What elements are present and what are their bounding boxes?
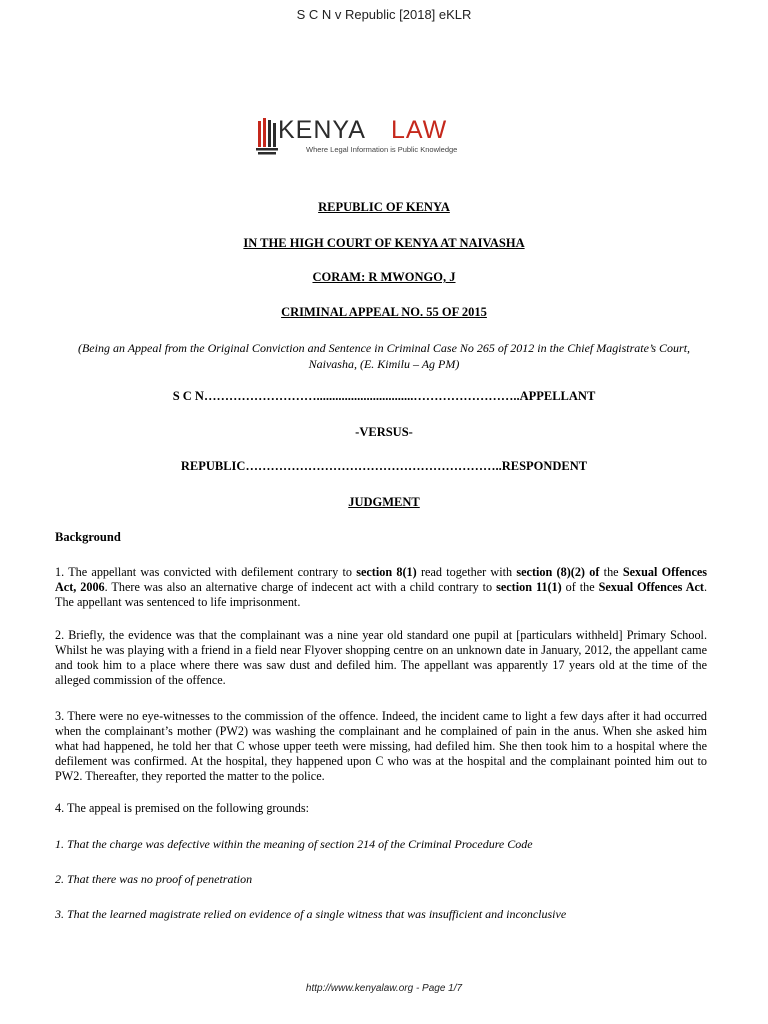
courthouse-pillars-icon — [256, 117, 278, 155]
kenya-law-logo — [256, 117, 466, 157]
page-footer: http://www.kenyalaw.org - Page 1/7 — [305, 983, 463, 994]
paragraph-4: 4. The appeal is premised on the following grounds: — [55, 801, 309, 815]
judgment-title: JUDGMENT — [348, 495, 420, 509]
ground-item: 2. That there was no proof of penetration — [55, 872, 253, 886]
logo-word-law: LAW — [391, 116, 448, 144]
ground-item: 3. That the learned magistrate relied on evidence of a single witness that was insufficient and inconclusive — [55, 907, 567, 921]
coram-heading: CORAM: R MWONGO, J — [312, 270, 456, 284]
republic-heading: REPUBLIC OF KENYA — [318, 200, 450, 214]
paragraph-1: 1. The appellant was convicted with defilement contrary to section 8(1) read together with section (8)(2) of the Sexual Offences Act, 2006. There was also an alternative charge of indecent act with a child contrary to section 11(1) of the Sexual Offences Act. The appellant was sentenced to life imprisonment. — [55, 565, 708, 610]
paragraph-2: 2. Briefly, the evidence was that the complainant was a nine year old standard one pupil at [particulars withheld] Primary School. Whilst he was playing with a friend in a field near Flyover shopping centre on an unknown date in January, 2012, the appellant came and took him to a place where there was saw dust and defiled him. The appellant was apparently 17 years old at the time of the alleged commission of the offence. — [55, 628, 707, 688]
appeal-number-heading: CRIMINAL APPEAL NO. 55 OF 2015 — [281, 305, 487, 319]
running-header: S C N v Republic [2018] eKLR — [296, 7, 472, 22]
court-heading: IN THE HIGH COURT OF KENYA AT NAIVASHA — [243, 236, 525, 250]
versus-line: -VERSUS- — [355, 425, 413, 439]
paragraph-3: 3. There were no eye-witnesses to the commission of the offence. Indeed, the incident came to light a few days after it had occurred when the complainant’s mother (PW2) was washing the complainant and he complained of pain in the anus. When she asked him what had happened, he told her that C whose upper teeth were missing, had defiled him. She then took him to a hospital where the defilement was confirmed. At the hospital, they happened upon C who was at the hospital and the complainant pointed him out to PW2. Thereafter, they reported the matter to the police. — [55, 709, 707, 784]
logo-tagline: Where Legal Information is Public Knowledge — [306, 145, 458, 154]
ground-item: 1. That the charge was defective within the meaning of section 214 of the Criminal Procedure Code — [55, 837, 533, 851]
logo-word-kenya: KENYA — [278, 116, 366, 144]
appellant-line: S C N………………………...............................……………………..APPELLANT — [172, 389, 596, 403]
respondent-line: REPUBLIC……………………………………………………..RESPONDENT — [180, 459, 588, 473]
appeal-origin-note: (Being an Appeal from the Original Conviction and Sentence in Criminal Case No 265 of 2012 in the Chief Magistrate’s Court, Naivasha, (E. Kimilu – Ag PM) — [77, 341, 691, 371]
background-heading: Background — [55, 530, 121, 544]
